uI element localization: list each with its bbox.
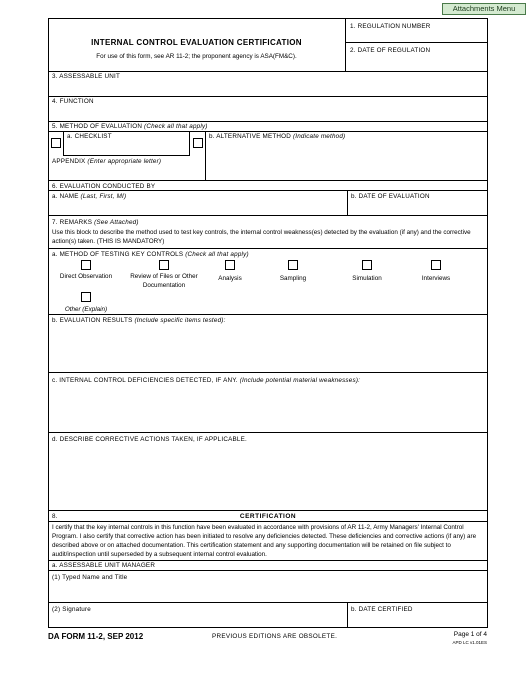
interviews-label: Interviews (421, 275, 451, 282)
remarks-hint: (See Attached) (94, 219, 139, 226)
rule (48, 96, 488, 97)
signature-field[interactable] (52, 614, 342, 626)
date-of-evaluation-field[interactable] (351, 202, 483, 213)
rule (48, 71, 488, 72)
analysis-label: Analysis (218, 275, 242, 282)
rule (48, 190, 488, 191)
appendix-hint: (Enter appropriate letter) (87, 158, 162, 165)
appendix-text: APPENDIX (52, 158, 86, 165)
rule (48, 314, 488, 315)
typed-name-label: (1) Typed Name and Title (52, 574, 128, 581)
evaluation-results-hint: (Include specific items tested): (134, 317, 226, 324)
conducted-by-label: 6. EVALUATION CONDUCTED BY (52, 183, 156, 190)
direct-observation-label: Direct Observation (59, 273, 113, 280)
function-field[interactable] (52, 107, 482, 120)
corrective-actions-field[interactable] (52, 445, 484, 507)
analysis-checkbox[interactable] (225, 260, 235, 270)
date-certified-label: b. DATE CERTIFIED (351, 606, 413, 613)
date-of-evaluation-label: b. DATE OF EVALUATION (351, 193, 430, 200)
appendix-label (52, 158, 161, 165)
testing-method-hint: (Check all that apply) (185, 251, 249, 258)
alternative-method-text: b. ALTERNATIVE METHOD (209, 133, 291, 140)
remarks-description: Use this block to describe the method used to test key controls, the internal control weakness(es) detected by the evaluation (if any) and the corrective action(s) taken. (THIS IS MANDATORY) (52, 229, 471, 245)
checklist-label: a. CHECKLIST (67, 133, 112, 140)
rule (48, 248, 488, 249)
corrective-actions-label: d. DESCRIBE CORRECTIVE ACTIONS TAKEN, IF APPLICABLE. (52, 436, 247, 443)
certification-title: CERTIFICATION (239, 513, 297, 520)
checklist-checkbox[interactable] (51, 138, 61, 148)
other-checkbox[interactable] (81, 292, 91, 302)
alternative-method-checkbox[interactable] (193, 138, 203, 148)
obsolete-notice: PREVIOUS EDITIONS ARE OBSOLETE. (212, 633, 338, 640)
name-label (52, 193, 126, 200)
date-certified-field[interactable] (351, 614, 483, 626)
rule (48, 215, 488, 216)
certification-number: 8. (52, 513, 58, 520)
deficiencies-hint: (Include potential material weaknesses): (239, 377, 361, 384)
method-of-evaluation-label (52, 123, 208, 130)
form-id: DA FORM 11-2, SEP 2012 (48, 632, 144, 641)
assessable-unit-label: 3. ASSESSABLE UNIT (52, 73, 120, 80)
rule (205, 131, 206, 180)
other-label: Other (Explain) (64, 306, 108, 313)
appendix-field[interactable] (52, 167, 202, 178)
date-of-regulation-label: 2. DATE OF REGULATION (350, 47, 431, 54)
review-of-files-label: Review of Files or Other Documentation (130, 273, 198, 289)
rule (347, 190, 348, 215)
rule (347, 602, 348, 628)
alternative-method-label (209, 133, 345, 140)
signature-label: (2) Signature (52, 606, 92, 613)
page-number: Page 1 of 4 (453, 631, 487, 638)
rule (48, 560, 488, 561)
name-field[interactable] (52, 202, 342, 213)
sampling-label: Sampling (279, 275, 307, 282)
evaluation-results-text: b. EVALUATION RESULTS (52, 317, 133, 324)
rule (48, 521, 488, 522)
certification-text: I certify that the key internal controls in this function have been evaluated in accordance with provisions of AR 11-2, Army Managers' Internal Control Program. I also certify that corrective action has been initiated to resolve any deficiencies detected. These deficiencies and corrective actions (if any) are described above or on attached documentation. This certification statement and any supporting documentation will be retained on file subject to audit/inspection until superseded by a subsequent internal control evaluation. (52, 524, 477, 558)
testing-method-label (52, 251, 249, 258)
unit-manager-label: a. ASSESSABLE UNIT MANAGER (52, 562, 156, 569)
typed-name-field[interactable] (52, 583, 484, 600)
interviews-checkbox[interactable] (431, 260, 441, 270)
rule (48, 510, 488, 511)
rule (48, 602, 488, 603)
header-divider (345, 18, 346, 71)
testing-method-text: a. METHOD OF TESTING KEY CONTROLS (52, 251, 184, 258)
alternative-method-field[interactable] (209, 142, 484, 176)
form-subtitle: For use of this form, see AR 11-2; the proponent agency is ASA(FM&C). (96, 53, 297, 60)
rule (48, 372, 488, 373)
simulation-label: Simulation (352, 275, 382, 282)
method-of-evaluation-text: 5. METHOD OF EVALUATION (52, 123, 143, 130)
regulation-number-label: 1. REGULATION NUMBER (350, 23, 431, 30)
assessable-unit-field[interactable] (52, 82, 482, 95)
evaluation-results-label (52, 317, 226, 324)
attachments-menu-button[interactable]: Attachments Menu (442, 3, 526, 15)
sampling-checkbox[interactable] (288, 260, 298, 270)
version-tag: APD LC v1.01ES (452, 640, 487, 645)
review-of-files-checkbox[interactable] (159, 260, 169, 270)
rule (48, 570, 488, 571)
remarks-label (52, 219, 139, 226)
remarks-text: 7. REMARKS (52, 219, 93, 226)
rule (48, 432, 488, 433)
direct-observation-checkbox[interactable] (81, 260, 91, 270)
function-label: 4. FUNCTION (52, 98, 94, 105)
method-of-evaluation-hint: (Check all that apply) (144, 123, 208, 130)
rule (48, 121, 488, 122)
deficiencies-text: c. INTERNAL CONTROL DEFICIENCIES DETECTED, IF ANY. (52, 377, 238, 384)
simulation-checkbox[interactable] (362, 260, 372, 270)
alternative-method-hint: (Indicate method) (292, 133, 346, 140)
form-title: INTERNAL CONTROL EVALUATION CERTIFICATION (91, 38, 302, 47)
deficiencies-field[interactable] (52, 386, 484, 430)
deficiencies-label (52, 377, 360, 384)
rule (48, 180, 488, 181)
header-split (345, 42, 488, 43)
name-hint: (Last, First, MI) (80, 193, 127, 200)
name-text: a. NAME (52, 193, 79, 200)
evaluation-results-field[interactable] (52, 326, 484, 370)
